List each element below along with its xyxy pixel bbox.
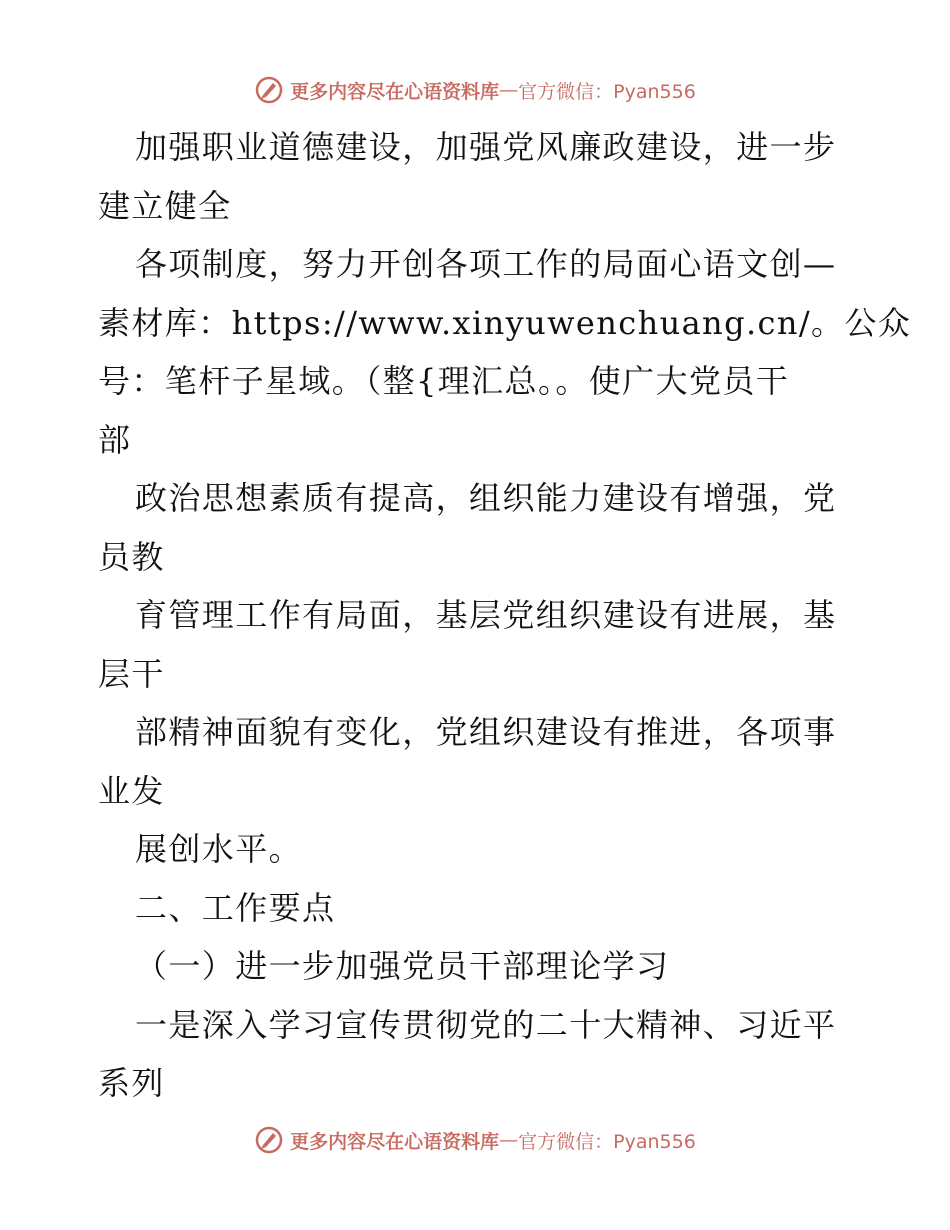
body-line: 层干 xyxy=(98,654,165,693)
body-line-with-url xyxy=(98,294,912,353)
subsection-heading: （一）进一步加强党员干部理论学习 xyxy=(135,947,670,985)
watermark-separator: — xyxy=(499,1129,519,1151)
body-line: 员教 xyxy=(98,537,165,576)
watermark-separator: — xyxy=(499,79,519,101)
body-line: 系列 xyxy=(98,1064,165,1102)
body-line: 各项制度，努力开创各项工作的局面心语文创— xyxy=(135,245,837,283)
body-line: 政治思想素质有提高，组织能力建设有增强，党 xyxy=(135,479,837,517)
brand-logo-icon xyxy=(254,75,284,105)
brand-logo-icon xyxy=(254,1125,284,1155)
body-line: 一是深入学习宣传贯彻党的二十大精神、习近平 xyxy=(135,1005,837,1044)
body-line: 号：笔杆子星域。（整{理汇总。。使广大党员干 xyxy=(98,362,790,400)
section-heading: 二、工作要点 xyxy=(135,888,336,927)
footer-watermark xyxy=(0,1120,950,1160)
body-line: 展创水平。 xyxy=(135,830,303,868)
body-line: 素材库：https://www.xinyuwenchuang.cn/。公众 xyxy=(98,303,912,342)
body-line: 建立健全 xyxy=(98,186,232,225)
watermark-contact-text: 官方微信：Pyan556 xyxy=(518,80,696,103)
body-line: 育管理工作有局面，基层党组织建设有进展，基 xyxy=(135,596,837,634)
header-watermark xyxy=(0,70,950,110)
watermark-main-text: 更多内容尽在心语资料库 xyxy=(290,1130,500,1153)
document-body xyxy=(98,118,912,1113)
watermark-contact-text: 官方微信：Pyan556 xyxy=(518,1130,696,1153)
body-line: 部精神面貌有变化，党组织建设有推进，各项事 xyxy=(135,713,837,751)
body-line: 加强职业道德建设，加强党风廉政建设，进一步 xyxy=(135,128,837,166)
body-line: 业发 xyxy=(98,771,165,810)
watermark-main-text: 更多内容尽在心语资料库 xyxy=(290,80,500,103)
body-line: 部 xyxy=(98,420,132,459)
